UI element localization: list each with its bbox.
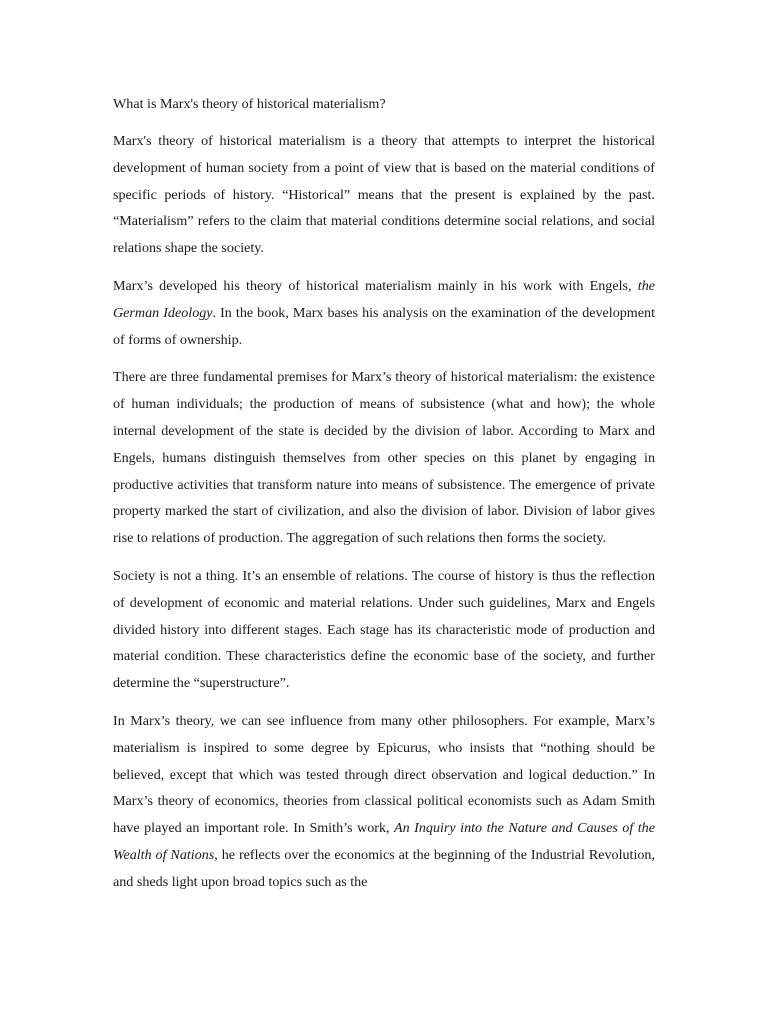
paragraph-3: There are three fundamental premises for Marx’s theory of historical materialism: the existence of human individuals; the production of means of subsistence (what and how); the whole internal development of the state is decided by the division of labor. According to Marx and Engels, humans distinguish themselves from other species on this planet by engaging in productive activities that transform nature into means of subsistence. The emergence of private property marked the start of civilization, and also the division of labor. Division of labor gives rise to relations of production. The aggregation of such relations then forms the society. bbox=[113, 369, 655, 547]
paragraph-2 bbox=[113, 273, 655, 353]
paragraph-4: Society is not a thing. It’s an ensemble of relations. The course of history is thus the reflection of development of economic and material relations. Under such guidelines, Marx and Engels divided history into different stages. Each stage has its characteristic mode of production and material condition. These characteristics define the economic base of the society, and further determine the “superstructure”. bbox=[113, 567, 655, 692]
paragraph-5-text-after: , he reflects over the economics at the beginning of the Industrial Revolution, and sheds light upon broad topics such as the bbox=[113, 846, 655, 890]
document-page bbox=[113, 91, 655, 907]
paragraph-5 bbox=[113, 708, 655, 896]
paragraph-5-text-before: In Marx’s theory, we can see influence from many other philosophers. For example, Marx’s materialism is inspired to some degree by Epicurus, who insists that “nothing should be believed, except that which was tested through direct observation and logical deduction.” In Marx’s theory of economics, theories from classical political economists such as Adam Smith have played an important role. In Smith’s work, bbox=[113, 712, 655, 837]
book-title-wealth-of-nations: An Inquiry into the Nature and Causes of the Wealth of Nations bbox=[113, 820, 655, 863]
paragraph-2-text-before: Marx’s developed his theory of historical materialism mainly in his work with Engels, bbox=[113, 277, 638, 294]
document-title: What is Marx's theory of historical materialism? bbox=[113, 96, 386, 112]
paragraph-1: Marx's theory of historical materialism is a theory that attempts to interpret the historical development of human society from a point of view that is based on the material conditions of specific periods of history. “Historical” means that the present is explained by the past. “Materialism” refers to the claim that material conditions determine social relations, and social relations shape the society. bbox=[113, 133, 655, 257]
paragraph-2-text-after: . In the book, Marx bases his analysis on the examination of the development of forms of ownership. bbox=[113, 304, 655, 348]
book-title-german-ideology: the German Ideology bbox=[113, 277, 655, 321]
